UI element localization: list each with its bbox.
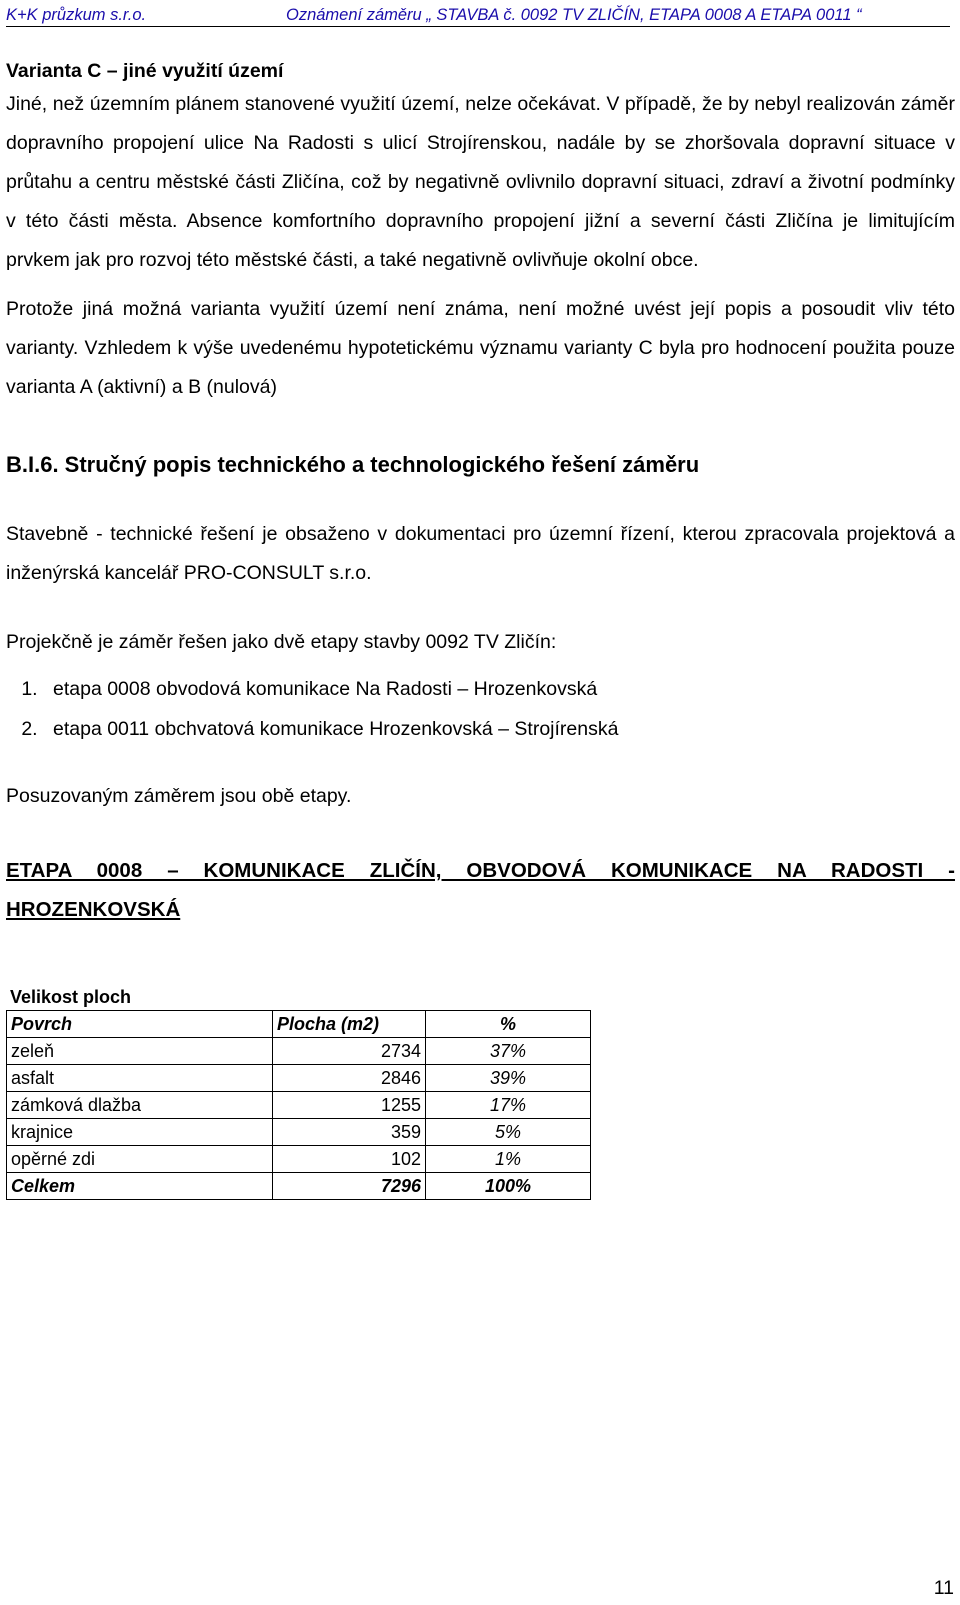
section-paragraph-3: Posuzovaným záměrem jsou obě etapy. — [6, 785, 352, 807]
table-row — [7, 1065, 591, 1092]
variant-c-paragraph-1: Jiné, než územním plánem stanovené využití území, nelze očekávat. V případě, že by nebyl realizován záměr dopravního propojení ulice Na Radosti s ulicí Strojírenskou, nadále by se zhoršovala dopravní situace v průtahu a centru městské části Zličína, což by negativně ovlivnilo dopravní situaci, zdraví a životní podmínky v této části města. Absence komfortního dopravního propojení jižní a severní části Zličína je limitujícím prvkem jak pro rozvoj této městské části, a také negativně ovlivňuje okolní obce. — [6, 93, 955, 271]
section-paragraph-1: Stavebně - technické řešení je obsaženo v dokumentaci pro územní řízení, kterou zpracovala projektová a inženýrská kancelář PRO-CONSULT s.r.o. — [6, 523, 955, 584]
table-cell: krajnice — [7, 1119, 273, 1146]
table-cell: 7296 — [273, 1173, 426, 1200]
list-item: 2. etapa 0011 obchvatová komunikace Hrozenkovská – Strojírenská — [43, 709, 955, 749]
table-cell: 39% — [426, 1065, 591, 1092]
section-title: B.I.6. Stručný popis technického a technologického řešení záměru — [6, 452, 700, 477]
variant-c-paragraph-2: Protože jiná možná varianta využití území není známa, není možné uvést její popis a posoudit vliv této varianty. Vzhledem k výše uvedenému hypotetickému významu varianty C byla pro hodnocení použita pouze varianta A (aktivní) a B (nulová) — [6, 298, 955, 398]
section-paragraph-2: Projekčně je záměr řešen jako dvě etapy stavby 0092 TV Zličín: — [6, 631, 557, 653]
table-header-cell: % — [426, 1011, 591, 1038]
area-table — [6, 1010, 591, 1200]
table-cell: 17% — [426, 1092, 591, 1119]
stages-list — [6, 669, 955, 749]
table-header-cell: Povrch — [7, 1011, 273, 1038]
table-total-row — [7, 1173, 591, 1200]
table-cell: zámková dlažba — [7, 1092, 273, 1119]
header-company: K+K průzkum s.r.o. — [6, 6, 147, 24]
table-cell: 5% — [426, 1119, 591, 1146]
header-title: Oznámení záměru „ STAVBA č. 0092 TV ZLIČÍN, ETAPA 0008 A ETAPA 0011 “ — [286, 6, 862, 24]
table-cell: Celkem — [7, 1173, 273, 1200]
list-item: 1. etapa 0008 obvodová komunikace Na Radosti – Hrozenkovská — [43, 669, 955, 709]
table-cell: zeleň — [7, 1038, 273, 1065]
table-row — [7, 1146, 591, 1173]
table-row — [7, 1119, 591, 1146]
page-number: 11 — [933, 1577, 954, 1599]
table-row — [7, 1092, 591, 1119]
table-cell: 2846 — [273, 1065, 426, 1092]
table-cell: 1255 — [273, 1092, 426, 1119]
table-cell: opěrné zdi — [7, 1146, 273, 1173]
table-cell: 1% — [426, 1146, 591, 1173]
table-row — [7, 1038, 591, 1065]
table-cell: 37% — [426, 1038, 591, 1065]
table-cell: 100% — [426, 1173, 591, 1200]
etapa-heading: ETAPA 0008 – KOMUNIKACE ZLIČÍN, OBVODOVÁ KOMUNIKACE NA RADOSTI - HROZENKOVSKÁ — [6, 859, 955, 921]
table-cell: 359 — [273, 1119, 426, 1146]
table-title: Velikost ploch — [10, 987, 132, 1007]
variant-c-heading: Varianta C – jiné využití území — [6, 60, 284, 82]
page-header — [6, 4, 950, 27]
table-cell: 102 — [273, 1146, 426, 1173]
table-cell: asfalt — [7, 1065, 273, 1092]
table-header-cell: Plocha (m2) — [273, 1011, 426, 1038]
page-content — [6, 60, 955, 1200]
table-header-row — [7, 1011, 591, 1038]
table-cell: 2734 — [273, 1038, 426, 1065]
